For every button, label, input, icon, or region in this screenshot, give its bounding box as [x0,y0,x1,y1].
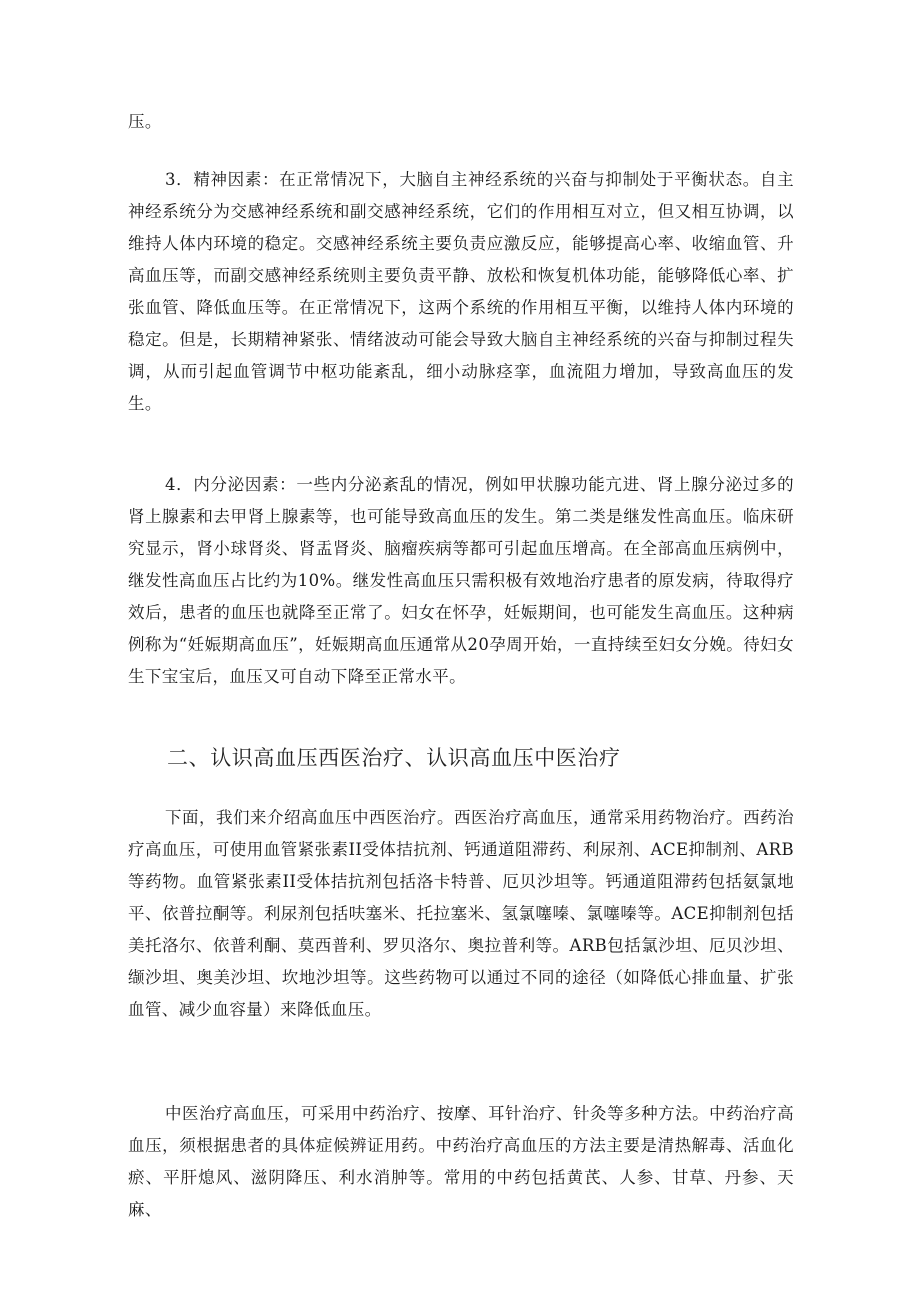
paragraph-chinese-treatment: 中医治疗高血压，可采用中药治疗、按摩、耳针治疗、针灸等多种方法。中药治疗高血压，须根据患者的具体症候辨证用药。中药治疗高血压的方法主要是清热解毒、活血化瘀、平肝熄风、滋阴降压、利水消肿等。常用的中药包括黄芪、人参、甘草、丹参、天麻、 [128,1104,794,1219]
paragraph-mental-factors: 3．精神因素：在正常情况下，大脑自主神经系统的兴奋与抑制处于平衡状态。自主神经系统分为交感神经系统和副交感神经系统，它们的作用相互对立，但又相互协调，以维持人体内环境的稳定。交感神经系统主要负责应激反应，能够提高心率、收缩血管、升高血压等，而副交感神经系统则主要负责平静、放松和恢复机体功能，能够降低心率、扩张血管、降低血压等。在正常情况下，这两个系统的作用相互平衡，以维持人体内环境的稳定。但是，长期精神紧张、情绪波动可能会导致大脑自主神经系统的兴奋与抑制过程失调，从而引起血管调节中枢功能紊乱，细小动脉痉挛，血流阻力增加，导致高血压的发生。 [128,170,794,413]
paragraph-fragment: 压。 [128,112,162,131]
paragraph-western-treatment: 下面，我们来介绍高血压中西医治疗。西医治疗高血压，通常采用药物治疗。西药治疗高血压，可使用血管紧张素II受体拮抗剂、钙通道阻滞药、利尿剂、ACE抑制剂、ARB等药物。血管紧张素II受体拮抗剂包括洛卡特普、厄贝沙坦等。钙通道阻滞药包括氨氯地平、依普拉酮等。利尿剂包括呋塞米、托拉塞米、氢氯噻嗪、氯噻嗪等。ACE抑制剂包括美托洛尔、依普利酮、莫西普利、罗贝洛尔、奥拉普利等。ARB包括氯沙坦、厄贝沙坦、缬沙坦、奥美沙坦、坎地沙坦等。这些药物可以通过不同的途径（如降低心排血量、扩张血管、减少血容量）来降低血压。 [128,808,794,1019]
paragraph-endocrine-factors: 4．内分泌因素：一些内分泌紊乱的情况，例如甲状腺功能亢进、肾上腺分泌过多的肾上腺素和去甲肾上腺素等，也可能导致高血压的发生。第二类是继发性高血压。临床研究显示，肾小球肾炎、肾盂肾炎、脑瘤疾病等都可引起血压增高。在全部高血压病例中，继发性高血压占比约为10%。继发性高血压只需积极有效地治疗患者的原发病，待取得疗效后，患者的血压也就降至正常了。妇女在怀孕，妊娠期间，也可能发生高血压。这种病例称为“妊娠期高血压”，妊娠期高血压通常从20孕周开始，一直持续至妇女分娩。待妇女生下宝宝后，血压又可自动下降至正常水平。 [128,475,794,686]
section-heading: 二、认识高血压西医治疗、认识高血压中医治疗 [167,746,621,770]
